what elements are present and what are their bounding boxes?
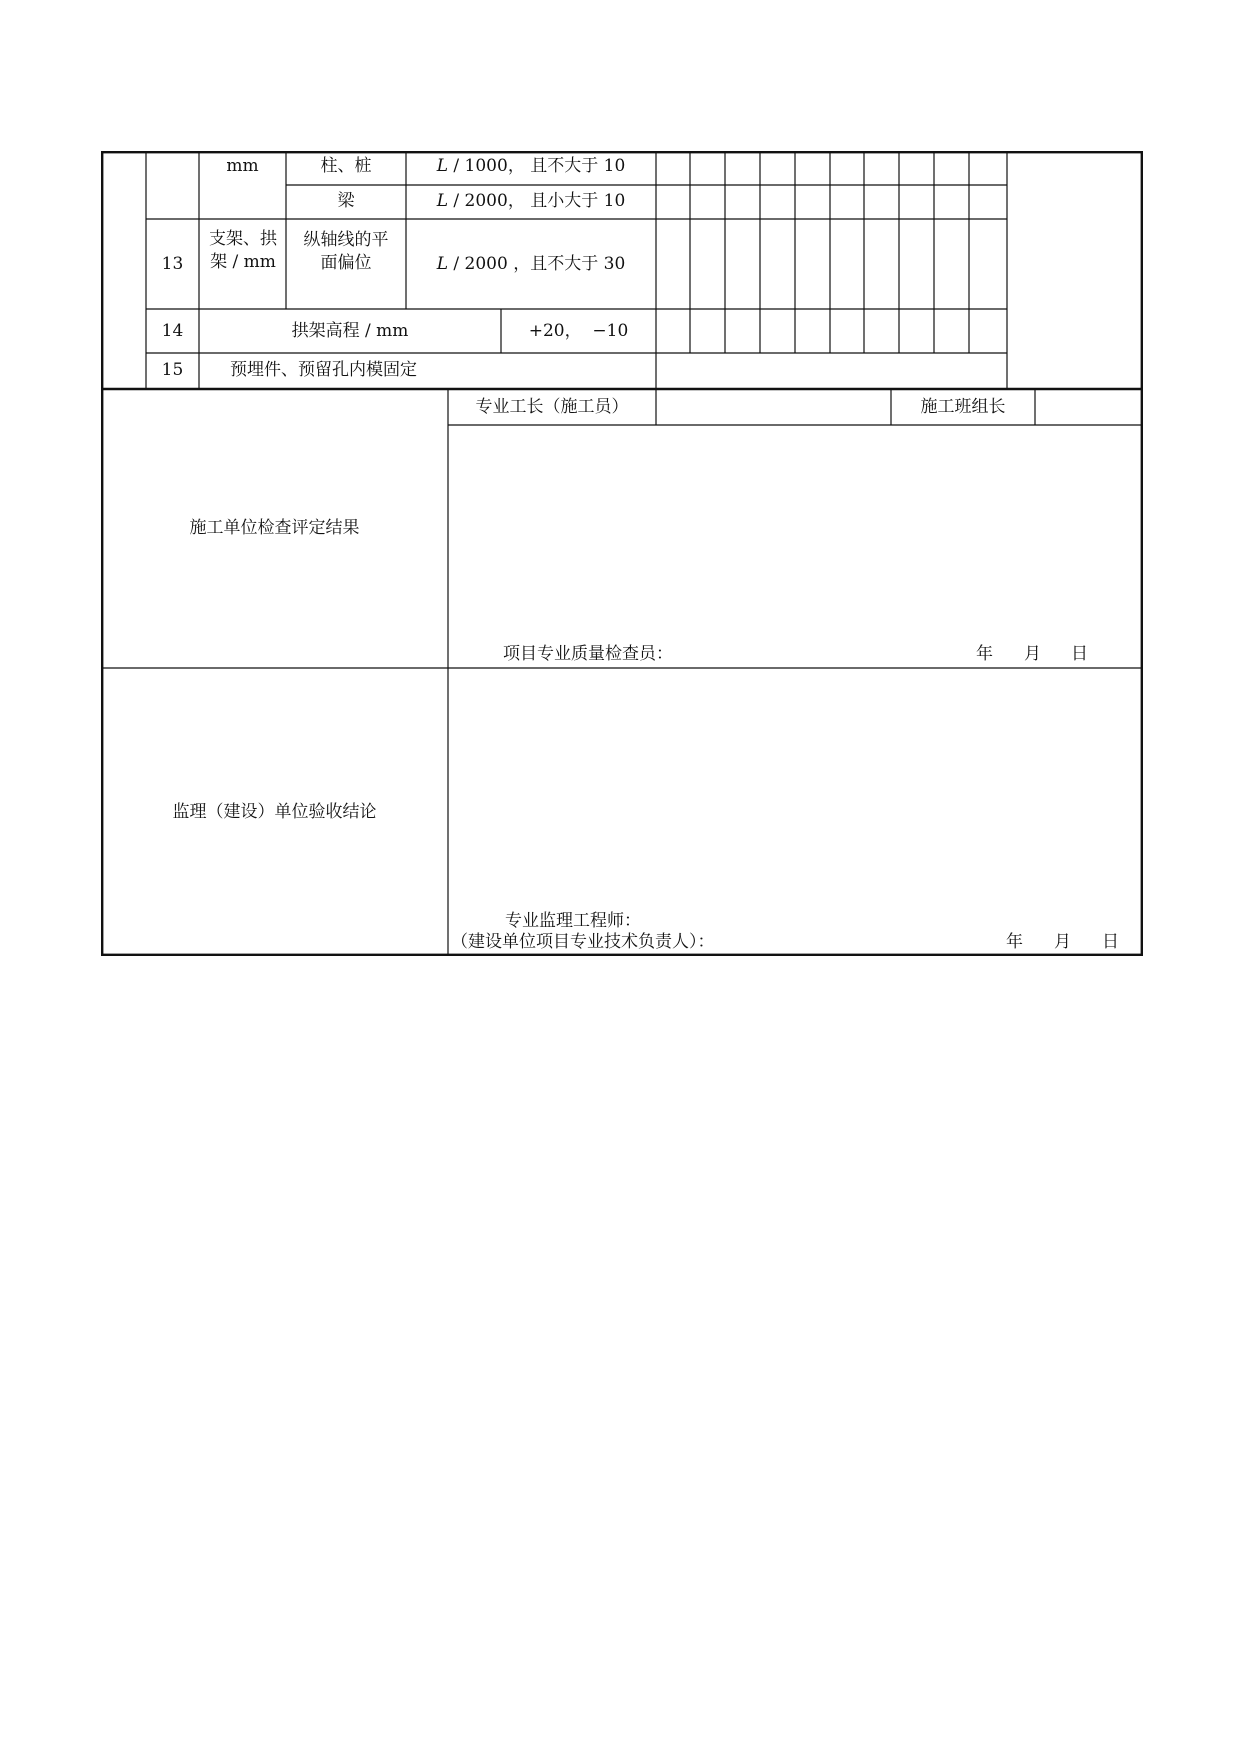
item-axis-offset: 纵轴线的平面偏位	[303, 230, 389, 273]
owner-technical-lead-label: （建设单位项目专业技术负责人）：	[451, 932, 715, 952]
date-month: 月	[1024, 644, 1041, 664]
tolerance-cell-row13	[406, 254, 656, 274]
tolerance-cell-row12a	[406, 156, 656, 176]
date-year: 年	[1006, 932, 1023, 952]
length-symbol: L	[436, 191, 449, 211]
length-symbol: L	[436, 254, 449, 274]
item-embedded-parts: 预埋件、预留孔内模固定	[230, 360, 417, 380]
date-day: 日	[1071, 644, 1088, 664]
quality-inspector-label: 项目专业质量检查员：	[503, 644, 673, 664]
team-leader-label: 施工班组长	[920, 397, 1006, 417]
tolerance-text: / 1000， 且不大于 10	[448, 156, 626, 176]
date-year: 年	[976, 644, 993, 664]
supervision-engineer-label: 专业监理工程师：	[505, 911, 641, 931]
row-number-14: 14	[161, 321, 184, 341]
length-symbol: L	[436, 156, 449, 176]
inspection-record-table	[101, 151, 1143, 956]
item-beam: 梁	[337, 191, 355, 211]
tolerance-text: / 2000， 且小大于 10	[448, 191, 626, 211]
item-arch-elevation: 拱架高程 / mm	[291, 321, 409, 341]
row-number-13: 13	[161, 254, 184, 274]
construction-check-title: 施工单位检查评定结果	[189, 518, 360, 538]
tolerance-text: / 2000 ，且不大于 30	[448, 254, 626, 274]
supervision-title: 监理（建设）单位验收结论	[172, 802, 377, 822]
unit-cell-text: mm	[226, 156, 259, 176]
tolerance-cell-row14: +20， −10	[528, 321, 629, 341]
date-month: 月	[1054, 932, 1071, 952]
tolerance-cell-row12b	[406, 191, 656, 211]
category-support-arch: 支架、拱架 / mm	[209, 229, 277, 272]
date-day: 日	[1102, 932, 1119, 952]
row-number-15: 15	[161, 360, 184, 380]
item-column-pile: 柱、桩	[320, 156, 372, 176]
foreman-label: 专业工长（施工员）	[475, 397, 629, 417]
